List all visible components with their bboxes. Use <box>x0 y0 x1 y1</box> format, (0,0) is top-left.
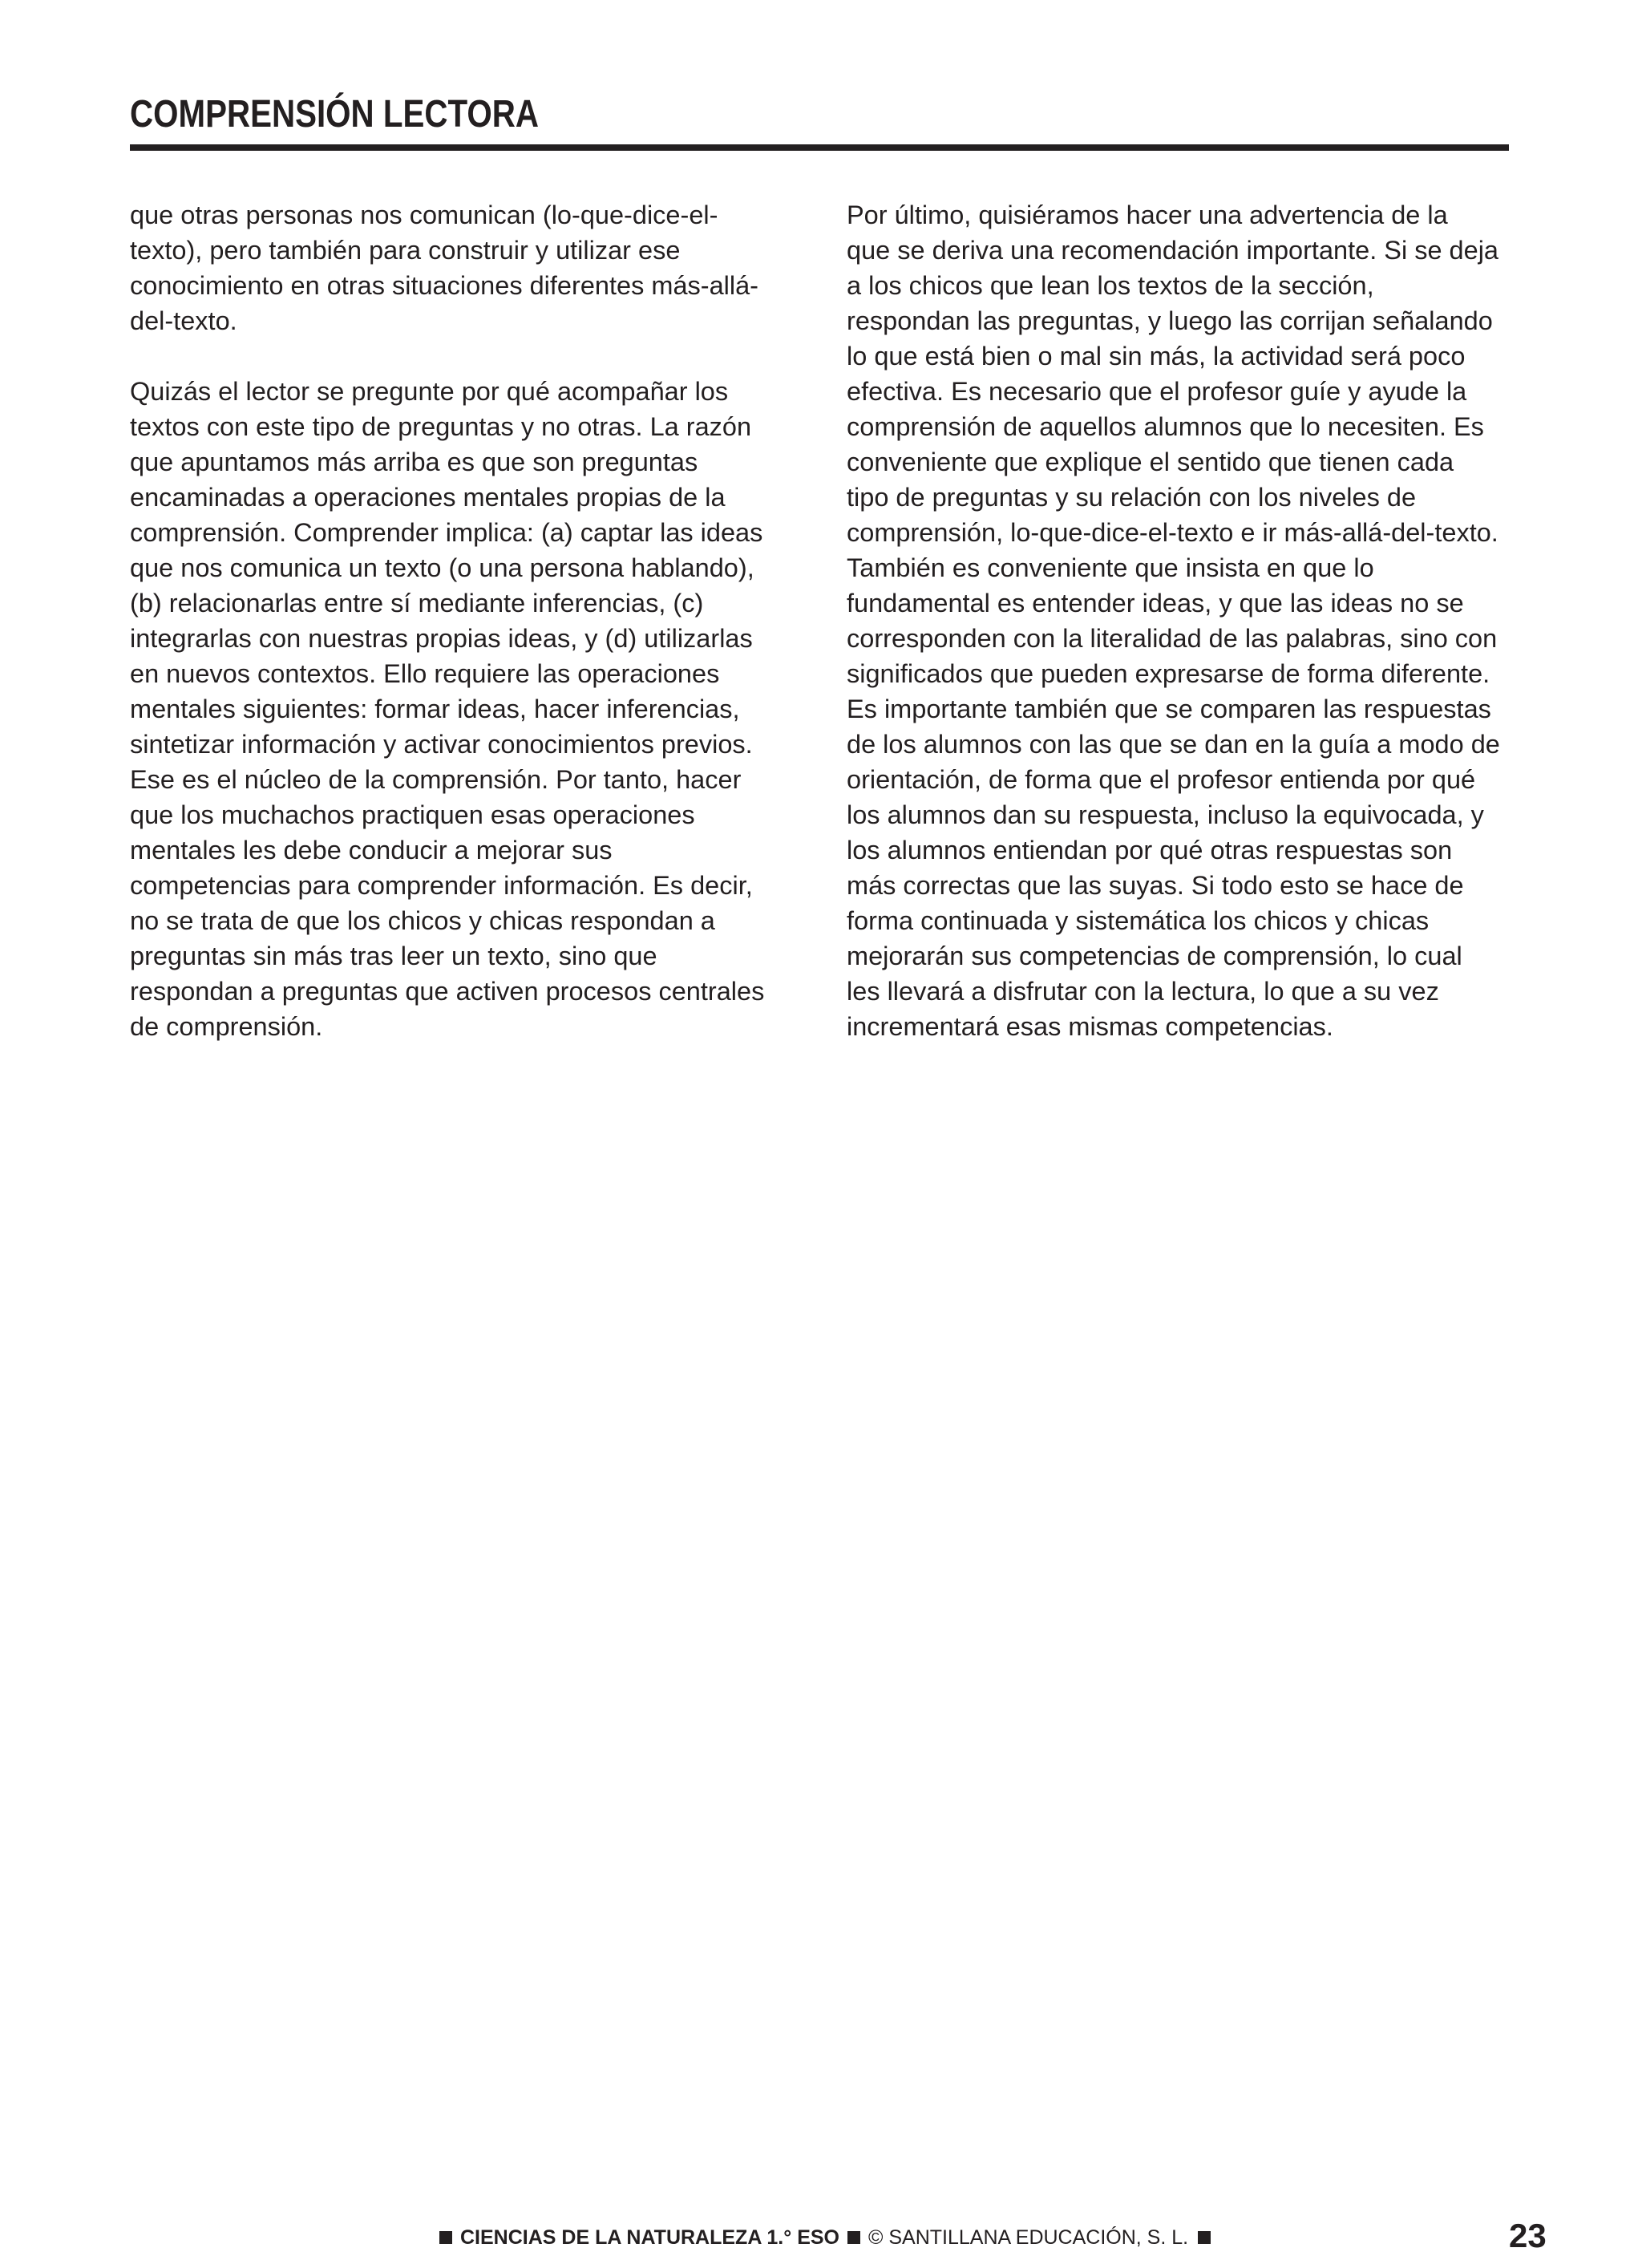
text-line: los alumnos entiendan por qué otras respuestas son <box>847 836 1453 865</box>
page-header <box>130 87 1509 151</box>
text-line: respondan las preguntas, y luego las corrijan señalando <box>847 306 1493 335</box>
text-line: en nuevos contextos. Ello requiere las operaciones <box>130 659 720 688</box>
text-line: preguntas sin más tras leer un texto, sino que <box>130 942 657 970</box>
text-line: más correctas que las suyas. Si todo esto se hace de <box>847 871 1464 900</box>
text-line: significados que pueden expresarse de forma diferente. <box>847 659 1490 688</box>
text-line: (b) relacionarlas entre sí mediante inferencias, (c) <box>130 589 704 618</box>
text-line: incrementará esas mismas competencias. <box>847 1012 1333 1041</box>
text-line: que otras personas nos comunican (lo-que-dice-el- <box>130 200 718 229</box>
text-line: les llevará a disfrutar con la lectura, lo que a su vez <box>847 977 1439 1006</box>
text-line: Ese es el núcleo de la comprensión. Por tanto, hacer <box>130 765 742 794</box>
square-bullet-icon <box>847 2231 860 2244</box>
text-line: del-texto. <box>130 306 237 335</box>
left-column <box>130 197 795 1079</box>
right-column <box>847 197 1512 1079</box>
text-line: textos con este tipo de preguntas y no otras. La razón <box>130 412 752 441</box>
text-line: integrarlas con nuestras propias ideas, y (d) utilizarlas <box>130 624 753 653</box>
text-line: fundamental es entender ideas, y que las ideas no se <box>847 589 1464 618</box>
page-title: COMPRENSIÓN LECTORA <box>130 93 540 136</box>
text-line: conocimiento en otras situaciones diferentes más-allá- <box>130 271 758 300</box>
text-line: encaminadas a operaciones mentales propias de la <box>130 483 726 512</box>
square-bullet-icon <box>1198 2231 1211 2244</box>
text-line: corresponden con la literalidad de las palabras, sino con <box>847 624 1498 653</box>
footer-credits <box>439 2221 1211 2254</box>
paragraph <box>847 197 1512 1044</box>
text-line: que apuntamos más arriba es que son preguntas <box>130 448 698 476</box>
text-line: comprensión. Comprender implica: (a) captar las ideas <box>130 518 763 547</box>
text-line: comprensión de aquellos alumnos que lo necesiten. Es <box>847 412 1484 441</box>
text-line: conveniente que explique el sentido que tienen cada <box>847 448 1454 476</box>
text-line: sintetizar información y activar conocimientos previos. <box>130 730 753 759</box>
text-line: de los alumnos con las que se dan en la guía a modo de <box>847 730 1500 759</box>
text-line: los alumnos dan su respuesta, incluso la equivocada, y <box>847 800 1484 829</box>
text-line: orientación, de forma que el profesor entienda por qué <box>847 765 1476 794</box>
text-line: efectiva. Es necesario que el profesor guíe y ayude la <box>847 377 1467 406</box>
text-line: También es conveniente que insista en que lo <box>847 553 1374 582</box>
text-line: respondan a preguntas que activen procesos centrales <box>130 977 765 1006</box>
text-line: de comprensión. <box>130 1012 323 1041</box>
text-line: Por último, quisiéramos hacer una advertencia de la <box>847 200 1448 229</box>
text-line: a los chicos que lean los textos de la sección, <box>847 271 1374 300</box>
text-line: comprensión, lo-que-dice-el-texto e ir más-allá-del-texto. <box>847 518 1498 547</box>
page-number: 23 <box>1509 2217 1547 2254</box>
text-line: que se deriva una recomendación importante. Si se deja <box>847 236 1498 265</box>
text-line: forma continuada y sistemática los chicos y chicas <box>847 906 1430 935</box>
footer-publisher: © SANTILLANA EDUCACIÓN, S. L. <box>868 2226 1189 2249</box>
text-line: que nos comunica un texto (o una persona hablando), <box>130 553 754 582</box>
text-line: mejorarán sus competencias de comprensión, lo cual <box>847 942 1462 970</box>
text-line: lo que está bien o mal sin más, la actividad será poco <box>847 342 1466 371</box>
footer-subject: CIENCIAS DE LA NATURALEZA 1.° ESO <box>460 2226 839 2249</box>
text-line: Quizás el lector se pregunte por qué acompañar los <box>130 377 729 406</box>
text-line: texto), pero también para construir y utilizar ese <box>130 236 681 265</box>
text-line: mentales siguientes: formar ideas, hacer inferencias, <box>130 695 740 723</box>
text-line: no se trata de que los chicos y chicas respondan a <box>130 906 715 935</box>
text-line: mentales les debe conducir a mejorar sus <box>130 836 613 865</box>
page-footer <box>0 2213 1642 2262</box>
paragraph <box>130 197 795 338</box>
text-line: competencias para comprender información. Es decir, <box>130 871 753 900</box>
square-bullet-icon <box>439 2231 452 2244</box>
text-line: tipo de preguntas y su relación con los niveles de <box>847 483 1417 512</box>
text-line: Es importante también que se comparen las respuestas <box>847 695 1491 723</box>
text-line: que los muchachos practiquen esas operaciones <box>130 800 695 829</box>
paragraph <box>130 374 795 1044</box>
